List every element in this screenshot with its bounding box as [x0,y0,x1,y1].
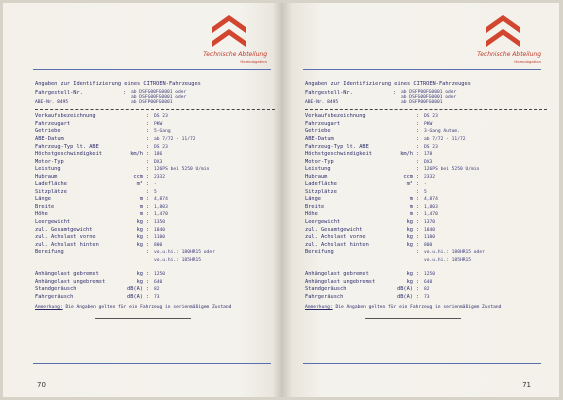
spec-value: 4,874 [424,197,438,203]
citroen-logo-icon [209,13,249,49]
vin-values: ab DSFP00FG0001 oder ab DSFG00FG0001 oder ab DSFP00FG0001 [401,89,457,106]
footer-rule [33,363,271,364]
spec-label: Höchstgeschwindigkeit [305,151,372,158]
note-text: Die Angaben gelten für ein Fahrzeug in serienmäßigem Zustand [65,305,232,311]
note-key: Anmerkung: [35,305,63,311]
spec-row: Sitzplätze : 5 [305,188,427,195]
spec-row: Anhängelast ungebremst kg : 640 [305,278,433,285]
spec-value: DS 23 [424,144,438,150]
spec-row: zul. Achslast vorne kg : 1100 [35,234,166,241]
spec-unit: kg [136,226,143,233]
spec-unit: kg [136,271,143,278]
spec-value: DX3 [154,159,163,165]
spec-unit: dB(A) [127,293,143,300]
spec-row: Bereifung : vo.u.hi.: 180HR15 oder [35,249,215,256]
spec-row: Höchstgeschwindigkeit km/h : 186 [35,151,163,158]
page-number: 71 [522,381,531,389]
spec-label: zul. Gesamtgewicht [35,226,93,233]
vin-row: Fahrgestell-Nr. : ab DSFG00FG0001 oder ab DSFG00FG0001 oder ab DSFP00FG0001 [35,89,187,106]
spec-unit: m [409,203,413,210]
spec-row: Fahrzeugart : PKW [305,120,433,127]
spec-label: Standgeräusch [305,286,347,293]
spec-row: Hubraum ccm : 2332 [305,173,436,180]
spec-value: 73 [154,294,160,300]
spec-value: vo.u.hi.: 180HR15 oder [154,250,215,256]
spec-label: Sitzplätze [305,188,337,195]
spec-label: ABE-Datum [35,135,64,142]
spec-row: Länge m : 4,874 [305,196,438,203]
note [305,304,543,312]
spec-label: Fahrzeug-Typ lt. ABE [305,143,369,150]
spec-row: Bereifung : vo.u.hi.: 180HR15 oder [305,249,485,256]
spec-label: Hubraum [35,173,58,180]
spec-unit: dB(A) [127,286,143,293]
spec-unit [387,166,416,174]
spec-unit [387,128,416,136]
spec-value: DS 23 [154,114,168,120]
spec-value: 1,803 [424,204,438,210]
spec-unit: kg [406,278,413,285]
spec-value: 800 [424,242,433,248]
spec-label: Bereifung [305,249,334,256]
spec-row: Länge m : 4,874 [35,196,168,203]
footer-rule [303,363,541,364]
spec-unit: ccm [403,173,413,180]
vin-row: Fahrgestell-Nr. : ab DSFP00FG0001 oder ab DSFG00FG0001 oder ab DSFP00FG0001 [305,89,457,106]
spec-unit: ccm [133,173,143,180]
spec-row: Fahrzeugart : PKW [35,120,163,127]
spec-unit [117,249,146,257]
spec-unit: kg [406,241,413,248]
spec-value: 1250 [424,272,436,278]
note-rule [365,318,461,319]
trailer-table [305,271,543,301]
spec-unit [117,136,146,144]
spec-label: zul. Achslast hinten [305,241,369,248]
spec-label: Ladefläche [305,181,337,188]
spec-label [305,257,387,265]
spec-row: zul. Gesamtgewicht kg : 1840 [305,226,436,233]
spec-value: ab 7/72 - 11/72 [424,136,466,142]
department-subtitle: Homologation [514,59,541,64]
spec-value: 73 [424,294,430,300]
spec-unit [387,136,416,144]
spec-value: 4,874 [154,197,168,203]
spec-row: Leistung : 126PS bei 5250 U/min [305,166,480,173]
spec-value: - [424,182,427,188]
spec-unit: kg [136,241,143,248]
intro-title: Angaben zur Identifizierung eines CITROEN-Fahrzeuges [35,81,201,87]
spec-value: ab 7/72 - 11/72 [154,136,196,142]
spec-unit: m [139,211,143,218]
spec-row: Standgeräusch dB(A) : 82 [35,286,160,293]
note-rule [95,318,191,319]
spec-value: 1250 [154,272,166,278]
spec-value: 126PS bei 5250 U/min [424,167,480,173]
spec-unit: m [409,211,413,218]
spec-label: zul. Achslast hinten [35,241,99,248]
spec-row: Anhängelast ungebremst kg : 640 [35,278,163,285]
vin-label: Fahrgestell-Nr. [305,89,353,96]
abe-label: ABE-Nr. 8495 [305,99,339,105]
spec-unit [387,249,416,257]
spec-unit [117,113,146,121]
spec-label: Standgeräusch [35,286,77,293]
spec-unit: kg [406,218,413,225]
spec-label: zul. Achslast vorne [35,234,96,241]
spec-label: Fahrgeräusch [305,293,344,300]
spec-label: Verkaufsbezeichnung [35,113,96,120]
spec-value: 186 [154,152,163,158]
spec-value: 640 [424,279,433,285]
spec-unit [117,166,146,174]
spec-value: 2332 [154,174,166,180]
spec-unit: km/h [400,151,413,158]
spec-value: 2332 [424,174,436,180]
spec-value: 1,470 [154,212,168,218]
note-key: Anmerkung: [305,305,333,311]
spec-row: Höhe m : 1,470 [35,211,168,218]
spec-row: Anhängelast gebremst kg : 1250 [305,271,436,278]
spec-unit [117,128,146,136]
spec-content [305,81,543,319]
spec-unit [387,113,416,121]
spec-row: Breite m : 1,803 [305,203,438,210]
spec-value: 82 [424,287,430,293]
spec-value: 178 [424,152,433,158]
spec-row: Fahrzeug-Typ lt. ABE : DS 23 [35,143,168,150]
spec-value: 1100 [424,235,436,241]
spec-value: 3-Gang Autom. [424,129,460,135]
spec-value: 1840 [154,227,166,233]
spec-unit [387,121,416,129]
divider [305,109,547,110]
spec-row: Motor-Typ : DX3 [305,158,433,165]
spec-label: Fahrgeräusch [35,293,74,300]
spec-unit [117,144,146,152]
spec-row: Breite m : 1,803 [35,203,168,210]
spec-content [35,81,269,319]
spec-row [35,257,269,265]
spec-row: Fahrzeug-Typ lt. ABE : DS 23 [305,143,438,150]
spec-label: Länge [305,196,321,203]
spec-value: 5-Gang [154,129,171,135]
page-header [431,13,541,69]
spec-label [35,257,117,265]
spec-value: 800 [154,242,163,248]
spec-value: 1100 [154,235,166,241]
spec-unit: m [139,203,143,210]
spec-unit [387,257,416,265]
spec-value: 5 [424,189,427,195]
spec-label: Ladefläche [35,181,67,188]
spec-unit [387,144,416,152]
spec-label: Leergewicht [35,218,71,225]
spec-row: Sitzplätze : 5 [35,188,157,195]
spec-label: Anhängelast ungebremst [35,278,106,285]
spec-row: Höchstgeschwindigkeit km/h : 178 [305,151,433,158]
spec-value: 1350 [154,219,166,225]
spec-label: zul. Achslast vorne [305,234,366,241]
spec-label: Bereifung [35,249,64,256]
spec-value: 82 [154,287,160,293]
spec-unit: m [139,196,143,203]
spec-label: Motor-Typ [35,158,64,165]
spec-value: 1370 [424,219,436,225]
spec-value: 126PS bei 5250 U/min [154,167,210,173]
spec-unit: kg [136,218,143,225]
spec-label: Fahrzeugart [35,120,71,127]
citroen-logo-icon [483,13,523,49]
spec-row: zul. Achslast vorne kg : 1100 [305,234,436,241]
spec-unit: dB(A) [397,286,413,293]
spec-label: Breite [305,203,325,210]
department-title: Technische Abteilung [477,51,541,58]
spec-label: Höchstgeschwindigkeit [35,151,102,158]
abe-label: ABE-Nr. 8495 [35,99,69,105]
spec-label: Anhängelast gebremst [35,271,99,278]
page-left [3,3,281,397]
spec-row: zul. Achslast hinten kg : 800 [305,241,433,248]
intro-title: Angaben zur Identifizierung eines CITROEN-Fahrzeuges [305,81,471,87]
spec-label: Höhe [305,211,318,218]
spec-label: ABE-Datum [305,135,334,142]
spec-label: Hubraum [305,173,328,180]
spec-unit [117,121,146,129]
spec-unit [117,189,146,197]
spec-row: Getriebe : 5-Gang [35,128,171,135]
divider [35,109,275,110]
spec-row: Hubraum ccm : 2332 [35,173,166,180]
spec-row: Höhe m : 1,470 [305,211,438,218]
page-number: 70 [37,381,46,389]
spec-row: Fahrgeräusch dB(A) : 73 [305,293,430,300]
spec-value: PKW [424,121,433,127]
spec-row: zul. Achslast hinten kg : 800 [35,241,163,248]
spec-row: Anhängelast gebremst kg : 1250 [35,271,166,278]
spec-label: Leergewicht [305,218,341,225]
spec-row: Fahrgeräusch dB(A) : 73 [35,293,160,300]
spec-label: zul. Gesamtgewicht [305,226,363,233]
spec-unit: kg [406,271,413,278]
spec-unit: m² [136,181,143,188]
spec-unit [117,257,146,265]
spec-row: zul. Gesamtgewicht kg : 1840 [35,226,166,233]
note-text: Die Angaben gelten für ein Fahrzeug in serienmäßigem Zustand [335,305,502,311]
spec-value: 1,803 [154,204,168,210]
spec-label: Sitzplätze [35,188,67,195]
spec-unit: m [409,196,413,203]
spec-label: Fahrzeug-Typ lt. ABE [35,143,99,150]
spec-row: Motor-Typ : DX3 [35,158,163,165]
spec-value: 1840 [424,227,436,233]
trailer-table [35,271,269,301]
department-subtitle: Homologation [240,59,267,64]
page-right [281,3,559,397]
spec-row: Leergewicht kg : 1350 [35,218,166,225]
spec-row: ABE-Datum : ab 7/72 - 11/72 [305,135,466,142]
spec-table [35,113,269,264]
vin-values: ab DSFG00FG0001 oder ab DSFG00FG0001 oder ab DSFP00FG0001 [131,89,187,106]
spec-value: 1,470 [424,212,438,218]
spec-row: Standgeräusch dB(A) : 82 [305,286,430,293]
spec-row: Verkaufsbezeichnung : DS 23 [35,113,168,120]
header-rule [303,69,541,70]
spec-value: - [154,182,157,188]
spec-value: 640 [154,279,163,285]
spec-row: Leistung : 126PS bei 5250 U/min [35,166,210,173]
spec-label: Anhängelast ungebremst [305,278,376,285]
spec-value: vo.u.hi.: 180HR15 oder [424,250,485,256]
spec-label: Verkaufsbezeichnung [305,113,366,120]
spec-value: DS 23 [154,144,168,150]
spec-row: Ladefläche m² : - [35,181,157,188]
header-rule [33,69,271,70]
spec-value: DX3 [424,159,433,165]
spec-label: Motor-Typ [305,158,334,165]
spec-row: Verkaufsbezeichnung : DS 23 [305,113,438,120]
spec-row: ABE-Datum : ab 7/72 - 11/72 [35,135,196,142]
department-title: Technische Abteilung [203,51,267,58]
spec-unit [387,189,416,197]
spec-row [305,257,543,265]
spec-value: 5 [154,189,157,195]
spec-row: Leergewicht kg : 1370 [305,218,436,225]
spec-row: Ladefläche m² : - [305,181,427,188]
spec-value: vo.u.hi.: 185HR15 [154,257,202,263]
spec-label: Breite [35,203,55,210]
spec-unit [117,159,146,167]
spec-unit: kg [406,234,413,241]
page-header [157,13,267,69]
spec-value: PKW [154,121,163,127]
book-spread [3,3,560,397]
spec-unit: kg [406,226,413,233]
spec-unit: kg [136,234,143,241]
spec-unit: kg [136,278,143,285]
spec-unit: km/h [130,151,143,158]
spec-unit [387,159,416,167]
spec-label: Fahrzeugart [305,120,341,127]
spec-table [305,113,543,264]
spec-unit: m² [406,181,413,188]
spec-label: Getriebe [305,128,331,135]
spec-row: Getriebe : 3-Gang Autom. [305,128,460,135]
spec-value: vo.u.hi.: 185HR15 [424,257,472,263]
spec-unit: dB(A) [397,293,413,300]
vin-label: Fahrgestell-Nr. [35,89,83,96]
spec-label: Höhe [35,211,48,218]
spec-label: Anhängelast gebremst [305,271,369,278]
spec-label: Länge [35,196,51,203]
spec-value: DS 23 [424,114,438,120]
spec-label: Leistung [35,166,61,173]
note [35,304,269,312]
spec-label: Leistung [305,166,331,173]
spec-label: Getriebe [35,128,61,135]
